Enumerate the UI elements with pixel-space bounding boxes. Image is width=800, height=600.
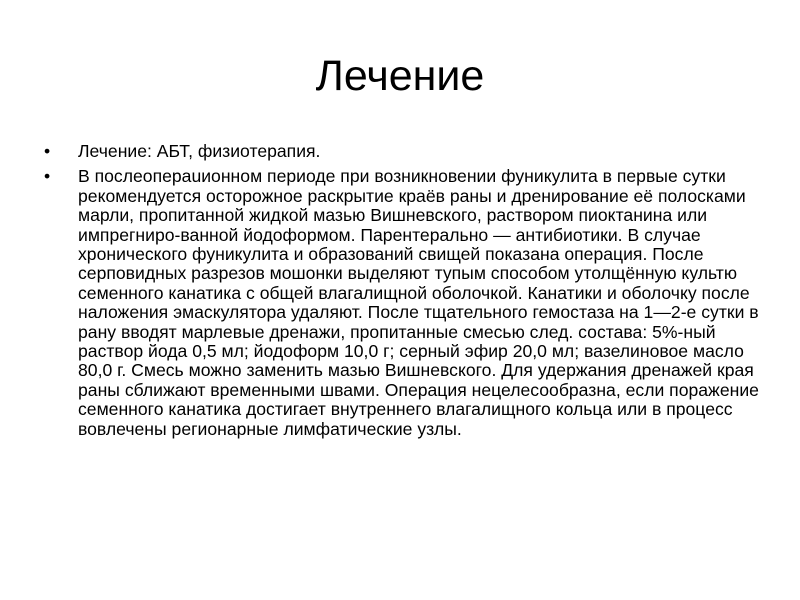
bullet-marker: • <box>44 166 51 187</box>
slide-title: Лечение <box>315 52 485 100</box>
bullet-item-postoperative-care <box>40 167 760 439</box>
bullet-text: Лечение: АБТ, физиотерапия. <box>78 141 321 161</box>
bullet-marker: • <box>44 141 51 161</box>
bullet-item-treatment-summary <box>40 142 760 161</box>
bullet-text: В послеопераuионном периоде при возникновении фуникулита в первые сутки рекомендуется осторожное раскрытие краёв раны и дренирование её полосками марли, пропитанной жидкой мазью Вишневского, раствором пиоктанина или импрегниро-ванной йодоформом. Парентерально — антибиотики. В случае хронического фуникулита и образований свищей показана операция. После серповидных разрезов мошонки выделяют тупым способом утолщённую культю семенного канатика с общей влагалищной оболочкой. Канатики и оболочку после наложения эмаскулятора удаляют. После тщательного гемостаза на 1—2-е сутки в рану вводят марлевые дренажи, пропитанные смесью след. состава: 5%-ный раствор йода 0,5 мл; йодоформ 10,0 г; серный эфир 20,0 мл; вазелиновое масло 80,0 г. Смесь можно заменить мазью Вишневского. Для удержания дренажей края раны сближают временными швами. Операция нецелесообразна, если поражение семенного канатика достигает внутреннего влагалищного кольца или в процесс вовлечены регионарные лимфатические узлы. <box>78 166 759 439</box>
bullet-list <box>40 142 760 445</box>
